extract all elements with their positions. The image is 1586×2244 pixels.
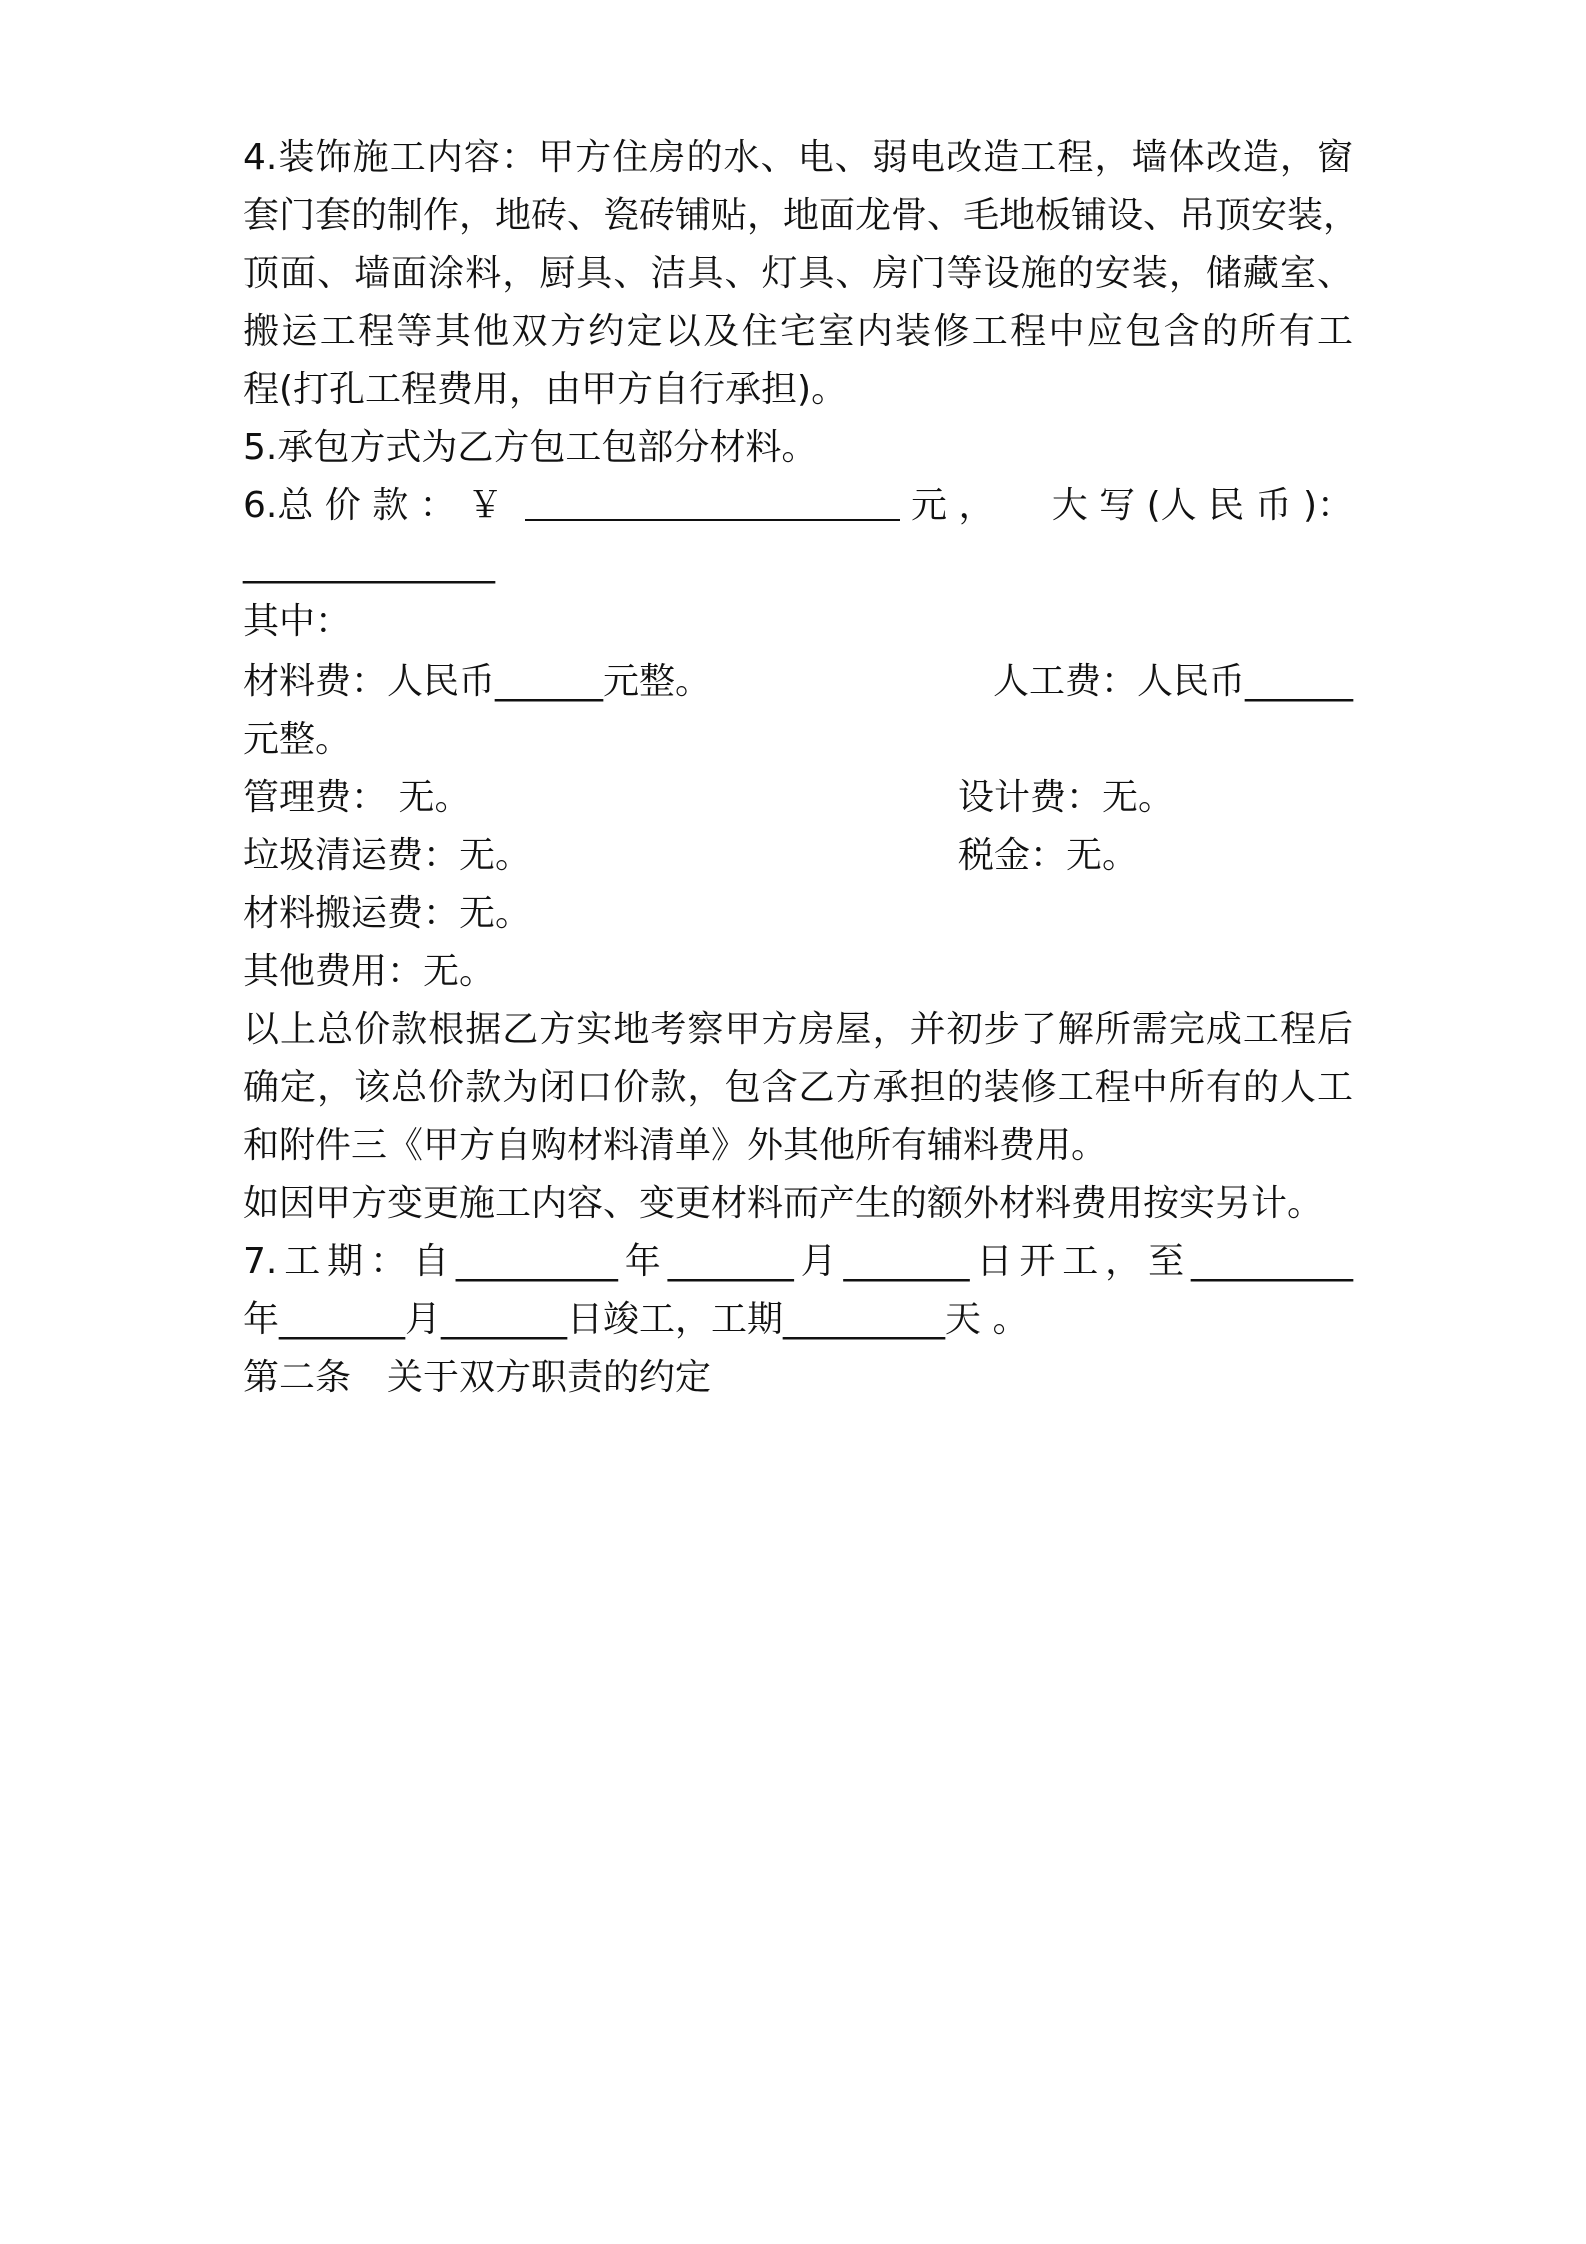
clause5: 5.承包方式为乙方包工包部分材料。 (243, 427, 818, 468)
fee-row-material-labor (243, 652, 1353, 712)
price-note-line-3: 和附件三《甲方自购材料清单》外其他所有辅料费用。 (243, 1125, 1108, 1166)
article2-heading: 第二条 关于双方职责的约定 (243, 1357, 712, 1398)
clause4-line-2: 套门套的制作，地砖、瓷砖铺贴，地面龙骨、毛地板铺设、吊顶安装， (243, 195, 1360, 236)
design-fee: 设计费：无。 (958, 777, 1175, 818)
clause4-line-4: 搬运工程等其他双方约定以及住宅室内装修工程中应包含的所有工 (243, 311, 1353, 352)
price-note-line-2: 确定，该总价款为闭口价款，包含乙方承担的装修工程中所有的人工 (243, 1067, 1353, 1108)
management-fee: 管理费： 无。 (243, 777, 471, 818)
clause4-line-5: 程(打孔工程费用，由甲方自行承担)。 (243, 369, 848, 410)
transport-fee: 材料搬运费：无。 (243, 893, 532, 934)
clause4-line-1: 4.装饰施工内容：甲方住房的水、电、弱电改造工程，墙体改造，窗 (243, 137, 1353, 178)
price-change-note: 如因甲方变更施工内容、变更材料而产生的额外材料费用按实另计。 (243, 1183, 1324, 1224)
clause6-unit: 元 ， (911, 485, 995, 526)
fee-row-garbage-tax (243, 826, 1353, 886)
clause7-line-1: 7.工期：自_________年_______月_______日开工，至_________ (243, 1241, 1353, 1282)
material-fee: 材料费：人民币______元整。 (243, 661, 712, 702)
price-note-line-1: 以上总价款根据乙方实地考察甲方房屋，并初步了解所需完成工程后 (243, 1009, 1353, 1050)
tax-fee: 税金：无。 (958, 835, 1139, 876)
garbage-fee: 垃圾清运费：无。 (243, 835, 532, 876)
clause6-capital-label: 大 写 (人 民 币 )： (1051, 485, 1353, 526)
clause6-prefix: 6.总 价 款 ： ￥ (243, 485, 504, 526)
other-fee: 其他费用：无。 (243, 951, 496, 992)
clause4-line-3: 顶面、墙面涂料，厨具、洁具、灯具、房门等设施的安装，储藏室、 (243, 253, 1353, 294)
fee-row-management-design (243, 768, 1353, 828)
clause7-line-2: 年_______月_______日竣工，工期_________天 。 (243, 1299, 1029, 1340)
fees-subheading: 其中： (243, 601, 352, 642)
capital-amount-blank[interactable]: ______________ (243, 543, 495, 584)
labor-fee: 人工费：人民币______ (992, 661, 1353, 702)
total-price-blank[interactable] (525, 479, 900, 521)
labor-fee-continued: 元整。 (243, 719, 352, 760)
clause6-total-price (243, 476, 1353, 536)
